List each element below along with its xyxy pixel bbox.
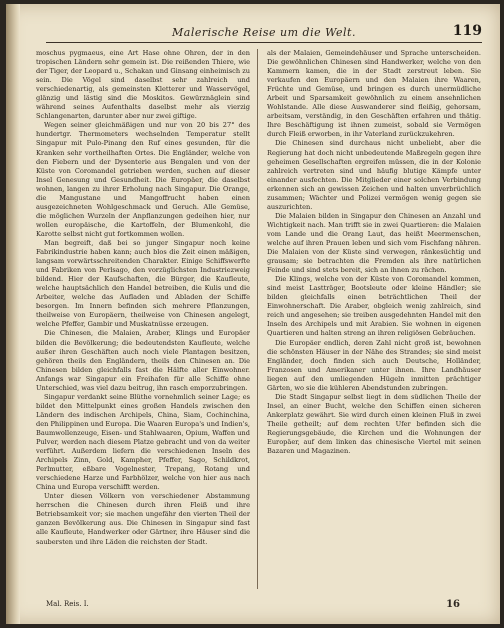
book-page: [6, 4, 500, 624]
running-head: [46, 23, 482, 43]
paragraph: Die Stadt Singapur selbst liegt in dem südlichen Theile der Insel, an einer Bucht, welche den Schiffen einen sicheren Ankerplatz gewährt. Sie wird durch einen kleinen Fluß in zwei Theile getheilt; auf dem rechten Ufer befinden sich die Regierungsgebäude, die Kirchen und die Wohnungen der Europäer, auf dem linken das chinesische Viertel mit seinen Bazaren und Magazinen.: [267, 392, 481, 456]
paragraph: Singapur verdankt seine Blüthe vornehmlich seiner Lage; es bildet den Mittelpunkt eines großen Handels zwischen den Ländern des indischen Archipels, China, Siam, Cochinchina, den Philippinen und Europa. Die Waaren Europa's und Indien's, Baumwollenzeuge, Eisen- und Stahlwaaren, Opium, Waffen und Pulver, werden nach diesem Platze gebracht und von da weiter verführt. Außerdem liefern die verschiedenen Inseln des Archipels Zinn, Gold, Kampher, Pfeffer, Sago, Schildkrot, Perlmutter, eßbare Vogelnester, Trepang, Rotang und verschiedene Harze und Farbhölzer, welche von hier aus nach China und Europa verschifft werden.: [36, 392, 250, 492]
sheet-number: 16: [446, 599, 460, 610]
paragraph: Die Klings, welche von der Küste von Coromandel kommen, sind meist Lastträger, Bootsleute oder kleine Händler; sie bilden gleichfalls einen beträchtlichen Theil der Einwohnerschaft. Die Araber, obgleich wenig zahlreich, sind reich und angesehen; sie treiben ausgedehnten Handel mit den Inseln des Archipels und mit Arabien. Sie wohnen in eigenen Quartieren und halten streng an ihren religiösen Gebräuchen.: [267, 275, 481, 338]
paragraph: moschus pygmaeus, eine Art Hase ohne Ohren, der in den tropischen Ländern sehr gemein ist. Die reißenden Thiere, wie der Tiger, der Leopard u., Schakan und Ginsang einheimisch zu sein. Die Vögel sind daselbst sehr zahlreich und verschiedenartig, als gemeinsten Kletterer und Wasservögel, glänzig und lästig sind die Moskitos. Gewürznäglein sind während seines Aufenthalts daselbst mehr als vierzig Schlangenarten, darunter aber nur zwei giftige.: [36, 49, 250, 121]
paragraph: Wegen seiner gleichmäßigen und nur von 20 bis 27° des hundertgr. Thermometers wechselnden Temperatur stellt Singapur mit Pulo-Pinang den Ruf eines gesunden, für die Kranken sehr vortheilhaften Ortes. Die Engländer, welche von den Fiebern und der Dysenterie aus Bengalen und von der Küste von Coromandel getrieben werden, suchen auf dieser Insel Genesung und Gesundheit. Die Europäer, die daselbst wohnen, langen zu ihrer Erholung nach Singapur. Die Orange, die Mangustane und Mangoffrucht haben einen ausgezeichneten Wohlgeschmack und Geruch. Alle Gemüse, die möglichen Wurzeln der Anpflanzungen gedeihen hier, nur wollen europäische, die Kartoffeln, der Blumenkohl, die Karotte selbst nicht gut fortkommen wollen.: [36, 121, 250, 238]
paragraph: Die Europäer endlich, deren Zahl nicht groß ist, bewohnen die schönsten Häuser in der Nähe des Strandes; sie sind meist Engländer, doch finden sich auch Deutsche, Holländer, Franzosen und Amerikaner unter ihnen. Ihre Landhäuser liegen auf den umliegenden Hügeln inmitten prächtiger Gärten, wo sie die kühleren Abendstunden zubringen.: [267, 338, 481, 392]
sheet-signature: Mal. Reis. I.: [46, 600, 89, 608]
paragraph: Die Chinesen, die Malaien, Araber, Klings und Europäer bilden die Bevölkerung; die bedeutendsten Kaufleute, welche außer ihren Geschäften auch noch viele Plantagen besitzen, gehören theils den Engländern, theils den Chinesen an. Die Chinesen bilden gleichfalls fast die Hälfte aller Einwohner. Anfangs war Singapur ein Freihafen für alle Schiffe ohne Unterschied, was viel dazu beitrug, ihn rasch emporzubringen.: [36, 329, 250, 392]
column-rule: [257, 49, 258, 589]
page-gutter: [6, 4, 20, 624]
left-column: [36, 49, 250, 594]
paragraph: Die Malaien bilden in Singapur den Chinesen an Anzahl und Wichtigkeit nach. Man trifft sie in zwei Quartieren: die Malaien vom Lande und die Orang Laut, das heißt Meermenschen, welche auf ihren Prauen leben und sich vom Fischfang nähren. Die Malaien von der Küste sind verwegen, ränkesüchtig und grausam; sie betrachten die Fremden als ihre natürlichen Feinde und sind stets bereit, sich an ihnen zu rächen.: [267, 211, 481, 275]
paragraph: Die Chinesen sind durchaus nicht unbeliebt, aber die Regierung hat doch nicht unbedeutende Maßregeln gegen ihre geheimen Gesellschaften ergreifen müssen, die in der Kolonie zahlreich vertreten sind und häufig blutige Kämpfe unter einander ausfechten. Die Mitglieder einer solchen Verbindung erkennen sich an gewissen Zeichen und halten unverbrüchlich zusammen; Wächter und Polizei vermögen wenig gegen sie auszurichten.: [267, 139, 481, 211]
running-title: Malerische Reise um die Welt.: [172, 26, 356, 39]
paragraph: Man begreift, daß bei so junger Singapur noch keine Fabrikindustrie haben kann; auch blos die Zeit einen mäßigen, langsam vorwärtsschreitenden Charakter. Einige Schiffswerfte und Fabriken von Perlsago, den vorzüglichsten Industriezweig bildend. Hier der Kaufschaften, die Bürger, die Kaufleute, welche hauptsächlich den Handel betreiben, die Kulis und die Arbeiter, welche das Aufladen und Abladen der Schiffe besorgen. Im Innern befinden sich mehrere Pflanzungen, theilweise von Europäern, theilweise von Chinesen angelegt, welche Pfeffer, Gambir und Muskatnüsse erzeugen.: [36, 238, 250, 329]
paragraph: als der Malaien, Gemeindehäuser und Sprache unterscheiden. Die gewöhnlichen Chinesen sind Handwerker, welche von den Kammern kamen, die in der Stadt zerstreut leben. Sie verkaufen den Europäern und den Malaien ihre Waaren, Früchte und Gemüse, und bringen es durch unermüdliche Arbeit und Sparsamkeit gewöhnlich zu einem ansehnlichen Wohlstande. Alle diese Auswanderer sind fleißig, gehorsam, arbeitsam, verständig, in den Geschäften erfahren und thätig. Ihre Beschäftigung ist ihnen zumeist, sobald sie Vermögen durch Fleiß erworben, in ihr Vaterland zurückzukehren.: [267, 49, 481, 139]
page-number: 119: [452, 23, 482, 39]
paragraph: Unter diesen Völkern von verschiedener Abstammung herrschen die Chinesen durch ihren Fleiß und ihre Betriebsamkeit vor; sie machen ungefähr den vierten Theil der ganzen Bevölkerung aus. Die Chinesen in Singapur sind fast alle Kaufleute, Handwerker oder Gärtner, ihre Häuser sind die saubersten und ihre Läden die reichsten der Stadt.: [36, 492, 250, 546]
right-column: [267, 49, 481, 594]
